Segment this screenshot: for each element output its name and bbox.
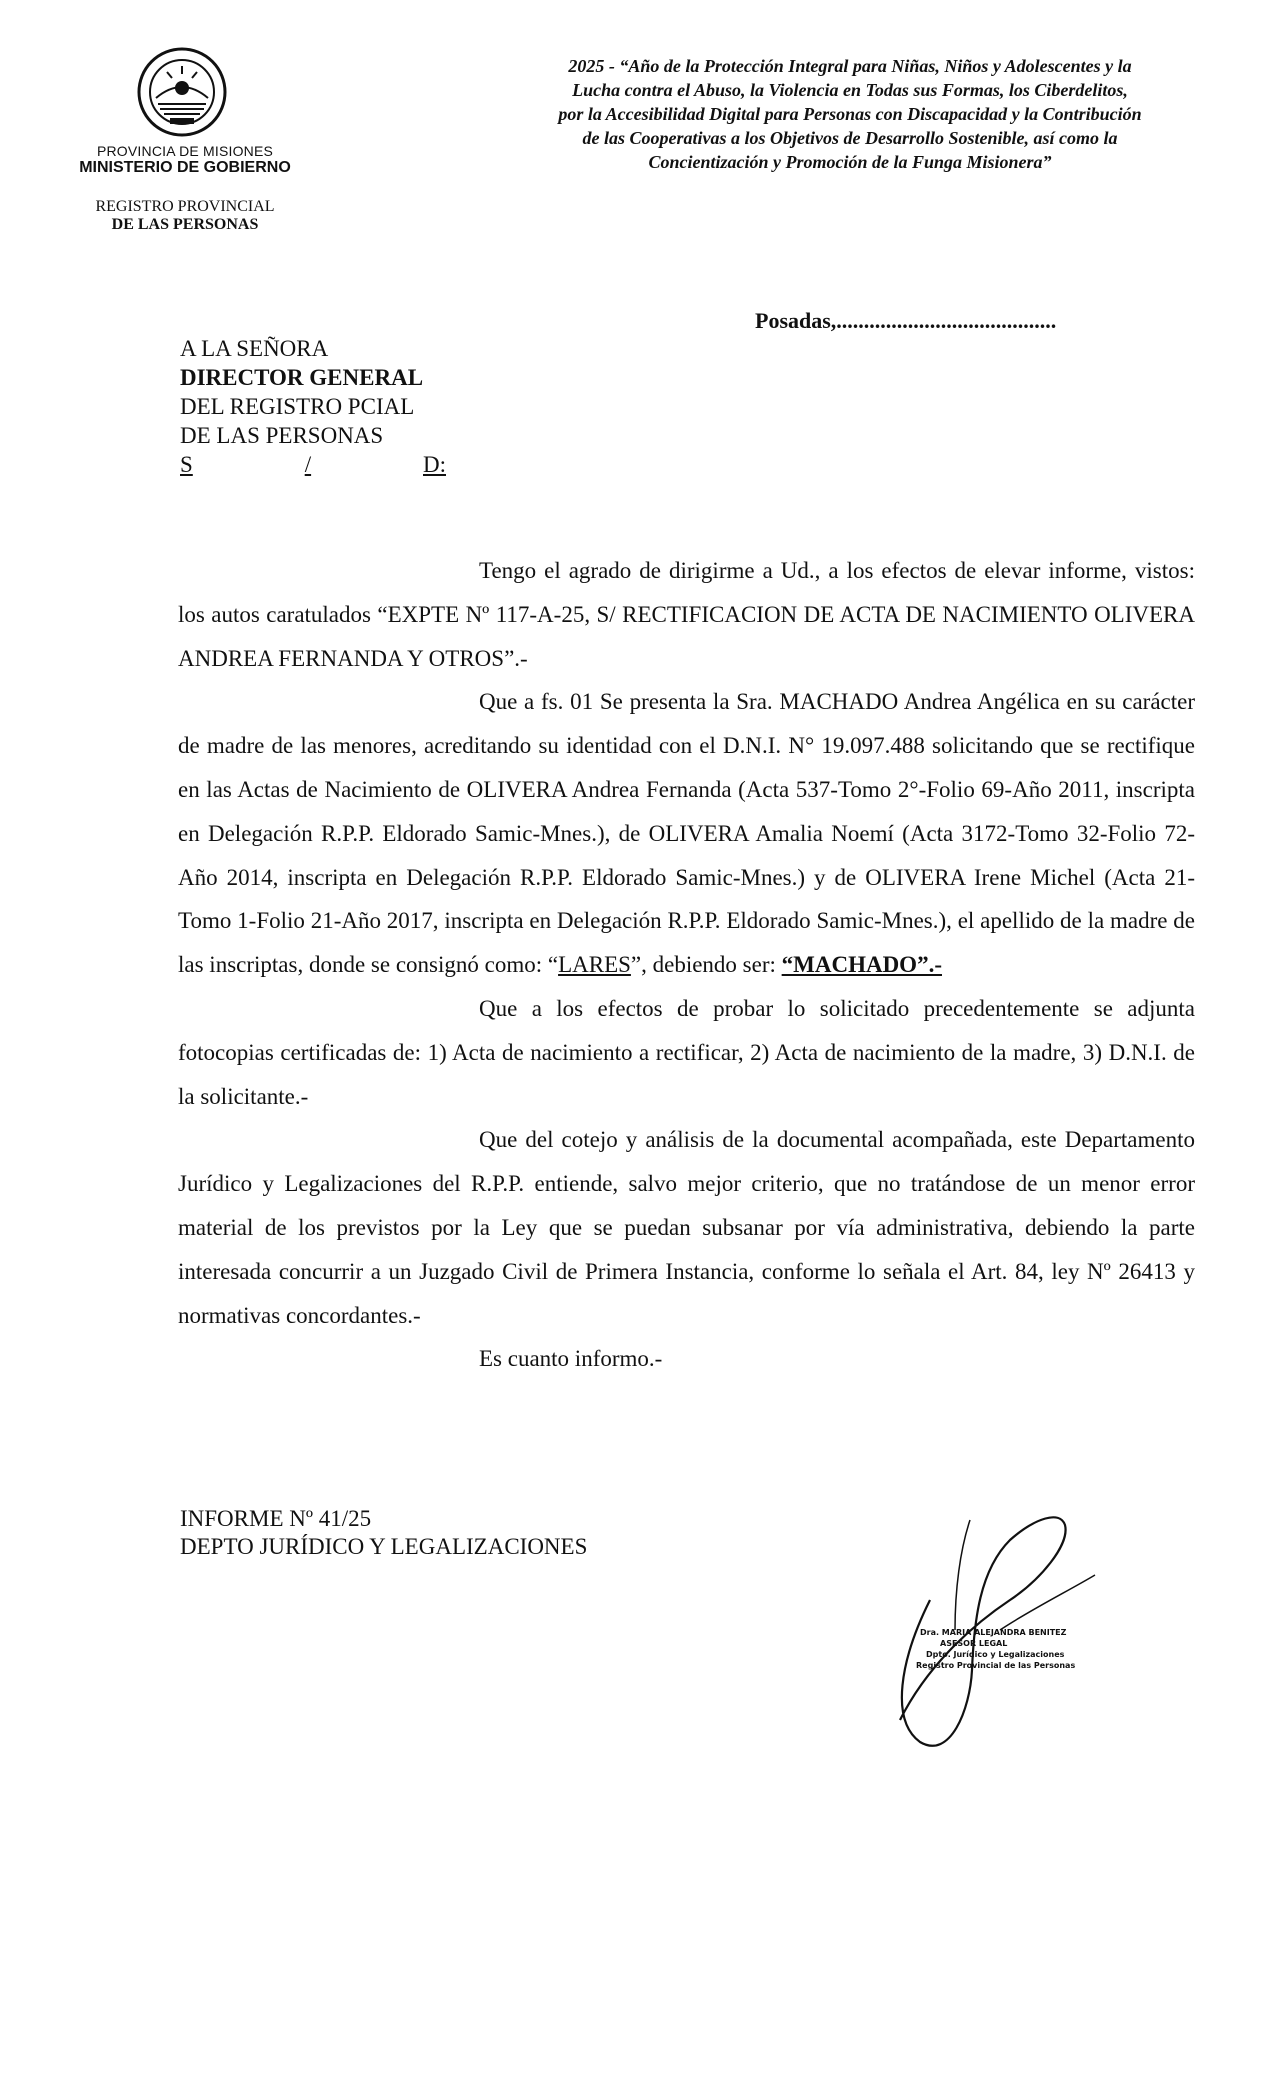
letterhead-province: PROVINCIA DE MISIONES xyxy=(96,143,274,159)
wrong-surname: LARES xyxy=(558,952,631,978)
addressee-line: DEL REGISTRO PCIAL xyxy=(180,394,415,419)
sd-slash: / xyxy=(304,452,312,477)
sd-s: S xyxy=(180,452,193,477)
report-number: INFORME Nº 41/25 xyxy=(180,1506,372,1531)
report-footer xyxy=(180,1505,587,1561)
motto-line: 2025 - “Año de la Protección Integral para Niñas, Niños y Adolescentes y la xyxy=(568,56,1132,76)
motto-line: por la Accesibilidad Digital para Personas con Discapacidad y la Contribución xyxy=(558,104,1142,124)
su-despacho xyxy=(180,450,446,479)
request-text-mid: ”, debiendo ser: xyxy=(630,952,782,978)
request-text: Que a fs. 01 Se presenta la Sra. MACHADO Andrea Angélica en su carácter de madre de las menores, acreditando su identidad con el D.N.I. N° 19.097.488 solicitando que se rectifique en las Actas de Nacimiento de OLIVERA Andrea Fernanda (Acta 537-Tomo 2°-Folio 69-Año 2011, inscripta en Delegación R.P.P. Eldorado Samic-Mnes.), de OLIVERA Amalia Noemí (Acta 3172-Tomo 32-Folio 72-Año 2014, inscripta en Delegación R.P.P. Eldorado Samic-Mnes.) y de OLIVERA Irene Michel (Acta 21-Tomo 1-Folio 21-Año 2017, inscripta en Delegación R.P.P. Eldorado Samic-Mnes.), el apellido de la madre de las inscriptas, donde se consignó como: “ xyxy=(178,689,1195,978)
place-date: Posadas,........................................ xyxy=(755,308,1057,333)
addressee-line: A LA SEÑORA xyxy=(180,336,329,361)
stamp-name: Dra. MARIA ALEJANDRA BENITEZ xyxy=(920,1628,1067,1637)
paragraph-request xyxy=(178,680,1195,987)
addressee-block xyxy=(180,334,446,479)
letterhead-registry-line1: REGISTRO PROVINCIAL xyxy=(95,198,275,215)
department-name: DEPTO JURÍDICO Y LEGALIZACIONES xyxy=(180,1534,588,1559)
letterhead-ministry: MINISTERIO DE GOBIERNO xyxy=(79,159,291,176)
letter-body xyxy=(178,549,1195,1381)
motto-line: Lucha contra el Abuso, la Violencia en Todas sus Formas, los Ciberdelitos, xyxy=(572,80,1128,100)
addressee-title: DIRECTOR GENERAL xyxy=(180,365,424,390)
paragraph-analysis: Que del cotejo y análisis de la documental acompañada, este Departamento Jurídico y Legalizaciones del R.P.P. entiende, salvo mejor criterio, que no tratándose de un menor error material de los previstos por la Ley que se puedan subsanar por vía administrativa, debiendo la parte interesada concurrir a un Juzgado Civil de Primera Instancia, conforme lo señala el Art. 84, ley Nº 26413 y normativas concordantes.- xyxy=(178,1127,1195,1328)
paragraph-closing: Es cuanto informo.- xyxy=(479,1346,663,1372)
correct-surname: “MACHADO”.- xyxy=(781,952,942,978)
provincial-seal-logo xyxy=(136,46,228,138)
addressee-line: DE LAS PERSONAS xyxy=(180,423,384,448)
motto-line: de las Cooperativas a los Objetivos de Desarrollo Sostenible, así como la xyxy=(582,128,1118,148)
stamp-title: ASESOR LEGAL xyxy=(940,1639,1008,1648)
letterhead-registry-line2: DE LAS PERSONAS xyxy=(111,216,259,233)
motto-line: Concientización y Promoción de la Funga Misionera” xyxy=(648,152,1052,172)
year-motto xyxy=(490,54,1210,174)
stamp-dept: Dpto. Jurídico y Legalizaciones xyxy=(926,1650,1065,1659)
paragraph-attachments: Que a los efectos de probar lo solicitado precedentemente se adjunta fotocopias certificadas de: 1) Acta de nacimiento a rectificar, 2) Acta de nacimiento de la madre, 3) D.N.I. de la solicitante.- xyxy=(178,995,1195,1109)
paragraph-intro: Tengo el agrado de dirigirme a Ud., a los efectos de elevar informe, vistos: los autos caratulados “EXPTE Nº 117-A-25, S/ RECTIFICACION DE ACTA DE NACIMIENTO OLIVERA ANDREA FERNANDA Y OTROS”.- xyxy=(178,558,1195,671)
signature-stamp xyxy=(860,1480,1100,1760)
stamp-registry: Registro Provincial de las Personas xyxy=(916,1661,1076,1670)
sd-d: D: xyxy=(423,452,446,477)
